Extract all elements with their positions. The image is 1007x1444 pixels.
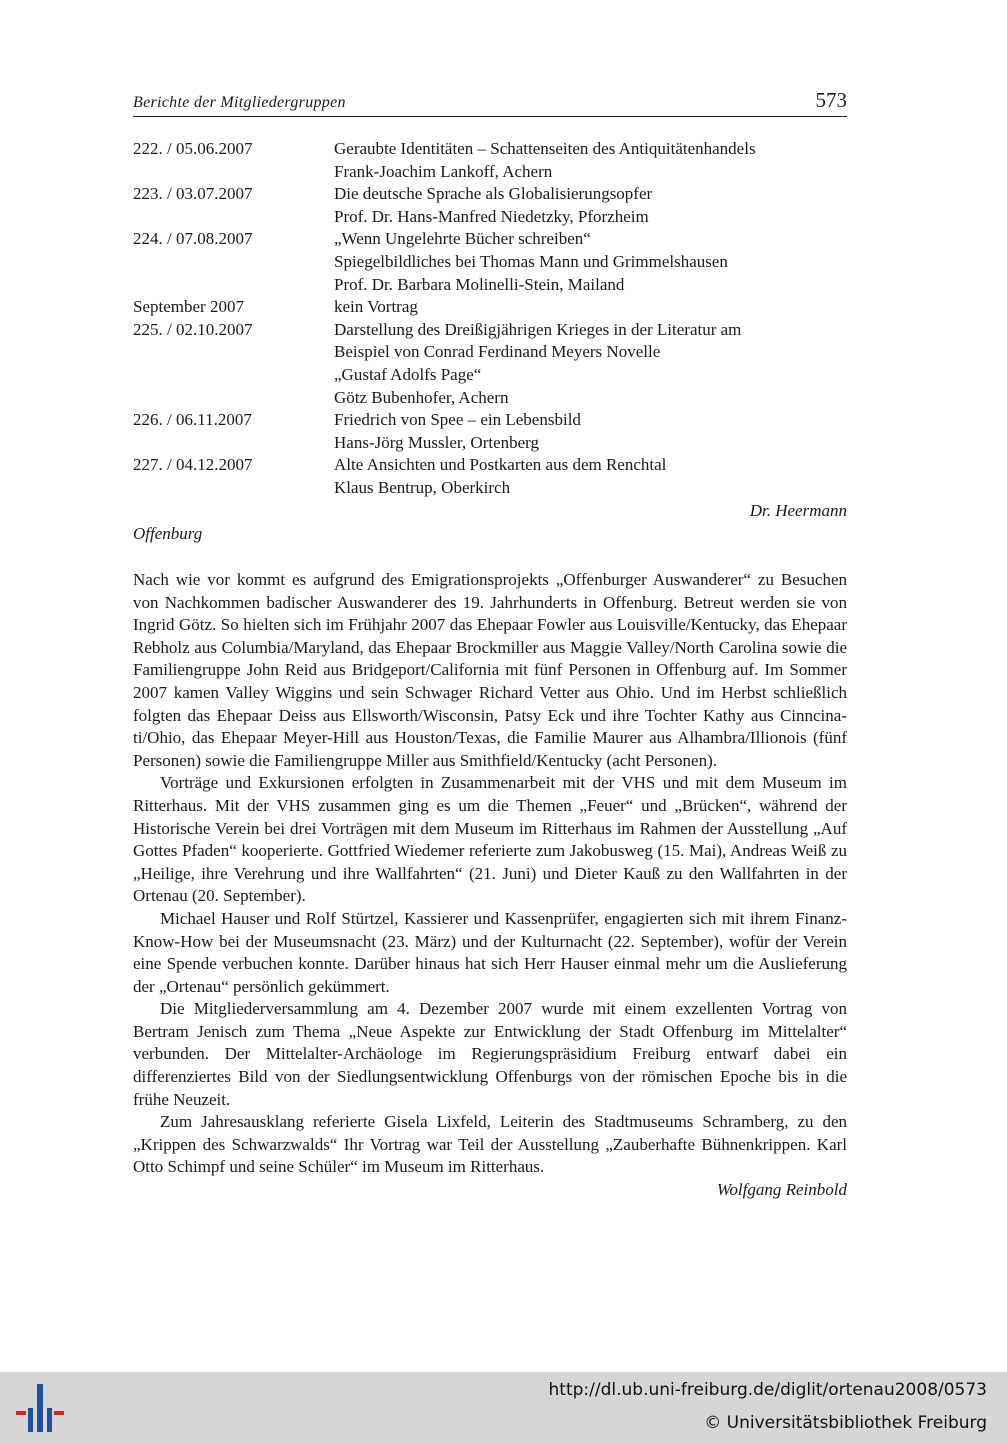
lecture-entry	[133, 296, 847, 319]
section-title: Offenburg	[133, 524, 203, 543]
lecture-date: 227. / 04.12.2007	[133, 455, 253, 475]
lecture-date: 224. / 07.08.2007	[133, 229, 253, 249]
lecture-line: „Wenn Ungelehrte Bücher schreiben“	[334, 229, 591, 249]
report-paragraph: Michael Hauser und Rolf Stürtzel, Kassierer und Kassenprüfer, engagierten sich mit ihrem Finanz-Know-How bei der Museumsnacht (23. März) und der Kulturnacht (22. September), wofür der Verein eine Spende verbuchen konnte. Darüber hinaus hat sich Herr Hauser einmal mehr um die Auslieferung der „Ortenau“ persönlich gekümmert.	[133, 908, 847, 996]
report-body	[133, 569, 847, 1202]
lecture-line: Prof. Dr. Hans-Manfred Niedetzky, Pforzheim	[334, 206, 649, 226]
running-title: Berichte der Mitgliedergruppen	[133, 94, 346, 111]
lecture-entry	[133, 319, 847, 409]
lecture-entry	[133, 454, 847, 499]
lecture-line: Friedrich von Spee – ein Lebensbild	[334, 410, 581, 430]
lecture-line: Frank-Joachim Lankoff, Achern	[334, 161, 553, 181]
report-paragraph: Die Mitgliederversammlung am 4. Dezember 2007 wurde mit einem exzellenten Vortrag von Bertram Jenisch zum Thema „Neue Aspekte zur Entwicklung der Stadt Offenburg im Mittelalter“ verbunden. Der Mittelalter-Archäologe im Regierungspräsidium Freiburg entwarf dabei ein differenziertes Bild von der Siedlungsentwicklung Offenburgs von der römischen Epoche bis in die frühe Neuzeit.	[133, 999, 847, 1109]
report-paragraph: Zum Jahresausklang referierte Gisela Lixfeld, Leiterin des Stadtmuseums Schramberg, zu den „Krippen des Schwarzwalds“ Ihr Vortrag war Teil der Ausstellung „Zauberhafte Bühnenkrippen. Karl Otto Schimpf und seine Schüler“ im Museum im Ritterhaus.	[133, 1112, 847, 1177]
lecture-entry	[133, 183, 847, 228]
ub-freiburg-logo-icon	[14, 1382, 66, 1434]
footer-url-link[interactable]: http://dl.ub.uni-freiburg.de/diglit/ortenau2008/0573	[548, 1380, 987, 1400]
lecture-line: Hans-Jörg Mussler, Ortenberg	[334, 432, 540, 452]
lecture-line: Darstellung des Dreißigjährigen Krieges in der Literatur am	[334, 319, 742, 339]
lecture-entry	[133, 138, 847, 183]
lecture-line: Götz Bubenhofer, Achern	[334, 387, 509, 407]
lecture-entry	[133, 409, 847, 454]
footer-bar	[0, 1372, 1007, 1444]
report-paragraph: Vorträge und Exkursionen erfolgten in Zusammenarbeit mit der VHS und mit dem Museum im Ritterhaus. Mit der VHS zusammen ging es um die Themen „Feuer“ und „Brücken“, während der Historische Verein bei drei Vorträgen mit dem Museum im Ritterhaus im Rahmen der Ausstellung „Auf Gottes Pfaden“ kooperierte. Gottfried Wiedemer referierte zum Jakobusweg (15. Mai), Andreas Weiß zu „Heilige, ihre Verehrung und ihre Wallfahrten“ (21. Juni) und Dieter Kauß zu den Wallfahrten in der Ortenau (20. September).	[133, 773, 847, 906]
lecture-line: Geraubte Identitäten – Schattenseiten des Antiquitätenhandels	[334, 139, 756, 158]
lecture-list-signature: Dr. Heermann	[749, 500, 847, 520]
lecture-date: 223. / 03.07.2007	[133, 184, 253, 204]
lecture-line: Spiegelbildliches bei Thomas Mann und Grimmelshausen	[334, 251, 728, 271]
report-signature: Wolfgang Reinbold	[716, 1180, 847, 1200]
report-paragraph: Nach wie vor kommt es aufgrund des Emigrationsprojekts „Offenburger Auswanderer“ zu Besuchen von Nachkommen badischer Auswanderer des 19. Jahrhunderts in Offenburg. Betreut werden sie von Ingrid Götz. So hielten sich im Frühjahr 2007 das Ehepaar Fowler aus Louisville/Kentucky, das Ehepaar Rebholz aus Columbia/Maryland, das Ehepaar Brockmiller aus Maggie Valley/North Carolina sowie die Familiengruppe John Reid aus Bridgeport/California mit fünf Personen in Offenburg auf. Im Sommer 2007 kamen Valley Wiggins und sein Schwager Richard Vetter aus Ohio. Und im Herbst schließlich folgten das Ehepaar Deiss aus Ellsworth/Wisconsin, Patsy Eck und ihre Tochter Kathy aus Cinncinati/Ohio, das Ehepaar Meyer-Hill aus Houston/Texas, die Familie Maurer aus Alhambra/Illionois (fünf Personen) sowie die Familiengruppe Miller aus Smithfield/Kentucky (acht Personen).	[133, 570, 847, 770]
lecture-date: 225. / 02.10.2007	[133, 319, 253, 339]
lecture-date: September 2007	[133, 297, 244, 317]
lecture-line: Klaus Bentrup, Oberkirch	[334, 477, 511, 497]
footer-copyright: © Universitätsbibliothek Freiburg	[704, 1413, 987, 1433]
lecture-line: Prof. Dr. Barbara Molinelli-Stein, Mailand	[334, 274, 625, 294]
lecture-list	[133, 138, 847, 522]
lecture-entry	[133, 228, 847, 296]
lecture-line: Beispiel von Conrad Ferdinand Meyers Novelle	[334, 342, 661, 362]
lecture-line: Die deutsche Sprache als Globalisierungsopfer	[334, 184, 653, 204]
lecture-line: kein Vortrag	[334, 297, 418, 317]
lecture-line: „Gustaf Adolfs Page“	[334, 364, 482, 384]
lecture-date: 222. / 05.06.2007	[133, 139, 253, 158]
lecture-line: Alte Ansichten und Postkarten aus dem Renchtal	[334, 455, 667, 475]
lecture-date: 226. / 06.11.2007	[133, 410, 252, 430]
running-header	[133, 86, 847, 117]
page-number: 573	[815, 88, 847, 112]
